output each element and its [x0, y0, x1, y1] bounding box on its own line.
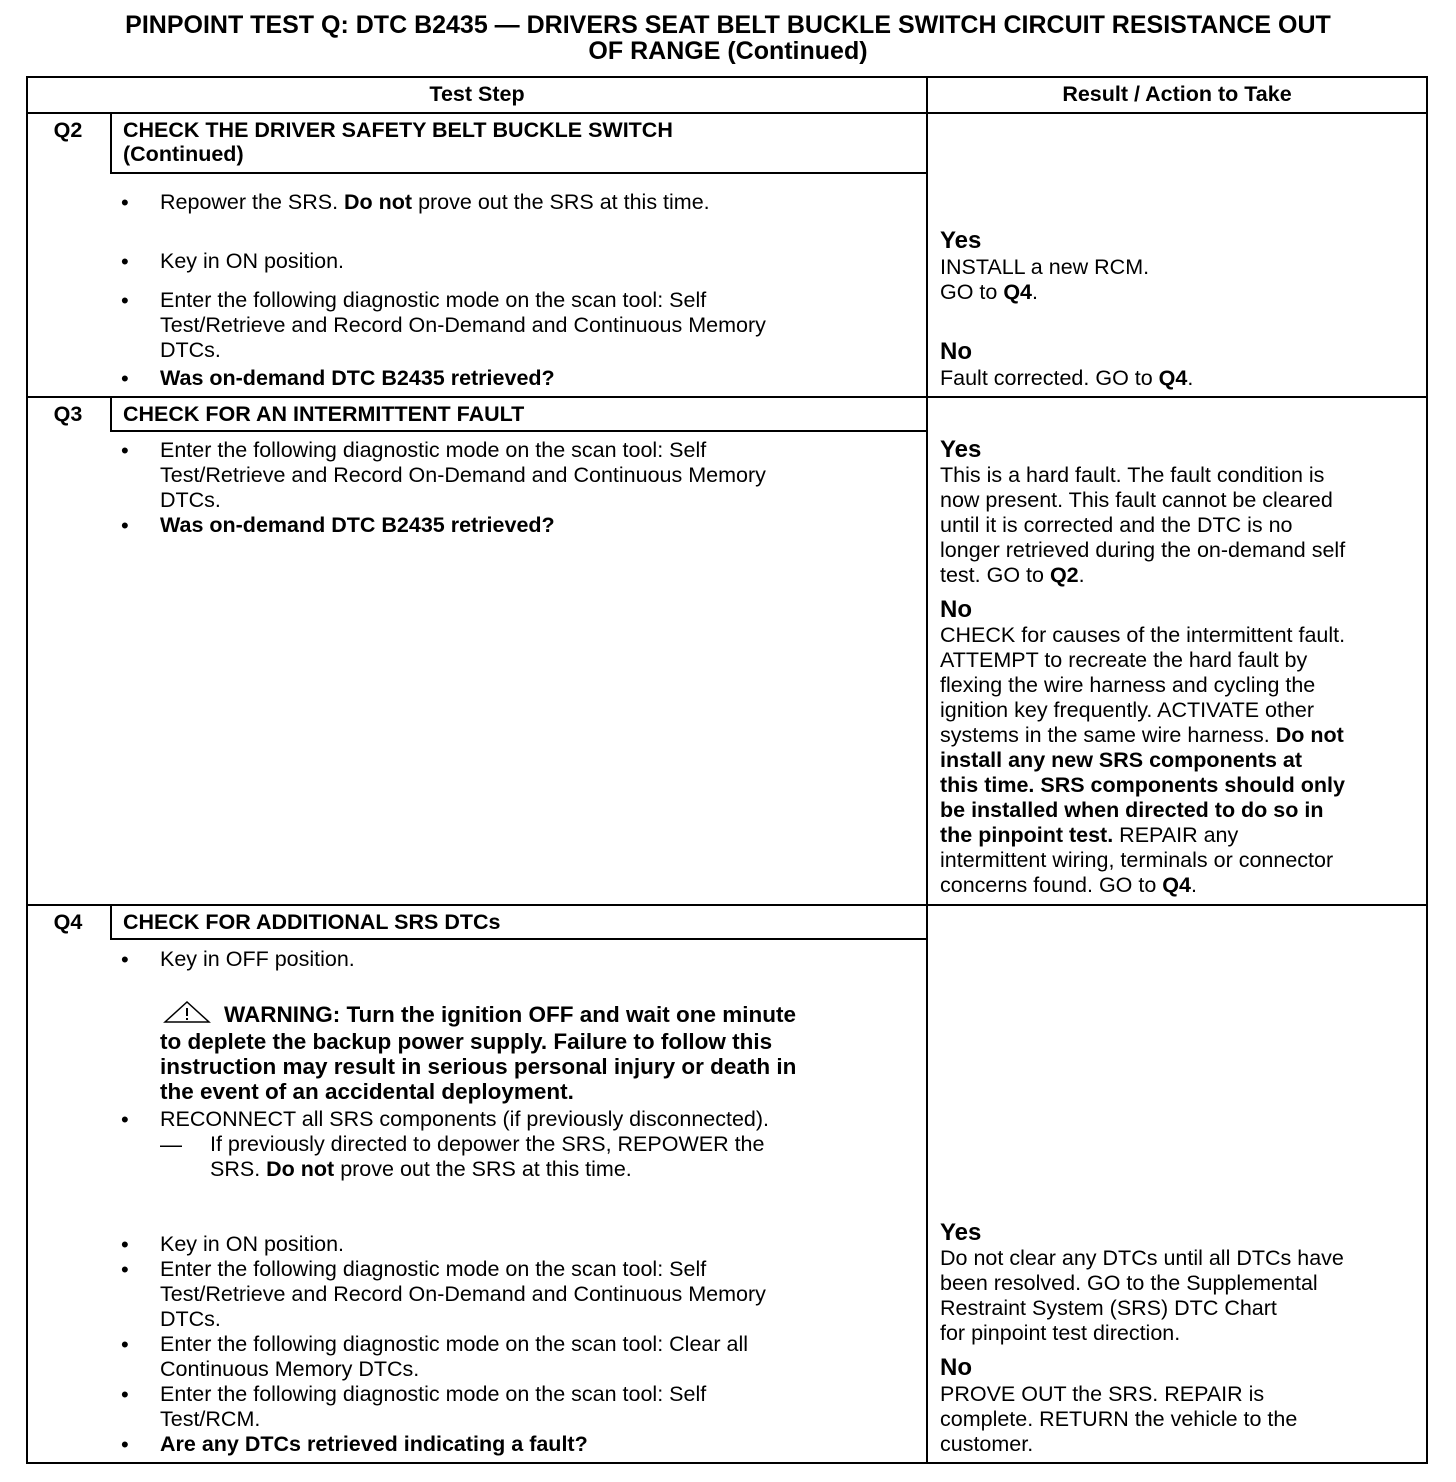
- q2-step-1-b: Do not: [344, 190, 413, 214]
- q4-no-label: No: [940, 1354, 972, 1381]
- q4-sub-l2b: Do not: [266, 1157, 335, 1181]
- q4-sub-l2a: SRS.: [210, 1157, 267, 1181]
- q2-step-id: Q2: [53, 118, 83, 142]
- q4-step-id: Q4: [53, 910, 83, 934]
- q3-step-1-l2: Test/Retrieve and Record On-Demand and Continuous Memory: [160, 463, 766, 487]
- bullet: •: [121, 513, 129, 538]
- q2-step-3-l1: Enter the following diagnostic mode on the scan tool: Self: [160, 288, 707, 312]
- header-result: Result / Action to Take: [1062, 82, 1292, 106]
- q3-no-l11c: .: [1190, 873, 1197, 897]
- warning-triangle-icon: [160, 1000, 214, 1029]
- q3-no-l4: ignition key frequently. ACTIVATE other: [940, 698, 1315, 722]
- q3-step-id: Q3: [53, 402, 83, 426]
- bullet: •: [121, 249, 129, 274]
- q4-step-5-l1: Enter the following diagnostic mode on the scan tool: Clear all: [160, 1332, 749, 1356]
- q2-yes-l1: INSTALL a new RCM.: [940, 255, 1150, 279]
- q4-no-l2: complete. RETURN the vehicle to the: [940, 1407, 1298, 1431]
- q2-yes-text: [940, 255, 1149, 305]
- q3-step-1-l1: Enter the following diagnostic mode on the scan tool: Self: [160, 438, 707, 462]
- q2-step-4: Was on-demand DTC B2435 retrieved?: [160, 366, 555, 390]
- table-border-right: [1426, 76, 1428, 1464]
- table-border-top: [26, 76, 1428, 78]
- q3-no-l11b: Q4: [1162, 873, 1191, 897]
- q4-step-5-l2: Continuous Memory DTCs.: [160, 1357, 420, 1381]
- q4-yes-l4: for pinpoint test direction.: [940, 1321, 1181, 1345]
- q4-yes-label: Yes: [940, 1219, 982, 1246]
- title-line-1: PINPOINT TEST Q: DTC B2435 — DRIVERS SEAT BELT BUCKLE SWITCH CIRCUIT RESISTANCE OUT: [125, 11, 1331, 39]
- header-test-step: Test Step: [429, 82, 525, 106]
- q3-yes-l5c: .: [1078, 563, 1085, 587]
- q2-yes-l2c: .: [1032, 280, 1038, 304]
- title-line-2: OF RANGE (Continued): [588, 37, 868, 65]
- q3-yes-l5a: test. GO to: [940, 563, 1050, 587]
- q4-warn-l3: instruction may result in serious personal injury or death in: [160, 1054, 797, 1079]
- q2-no-text: [940, 366, 1193, 391]
- table-border-bottom: [26, 1462, 1428, 1464]
- q2-no-l1b: Q4: [1158, 366, 1188, 390]
- q3-no-l5b: Do not: [1275, 723, 1344, 747]
- q4-step-1: Key in OFF position.: [160, 947, 355, 971]
- q4-step-2: RECONNECT all SRS components (if previously disconnected).: [160, 1107, 770, 1131]
- q4-warning: [160, 1000, 796, 1104]
- bullet: •: [121, 190, 129, 215]
- q4-no-l3: customer.: [940, 1432, 1034, 1456]
- q3-no-l7: this time. SRS components should only: [940, 773, 1345, 797]
- q3-no-l2: ATTEMPT to recreate the hard fault by: [940, 648, 1308, 672]
- q3-yes-l4: longer retrieved during the on-demand self: [940, 538, 1346, 562]
- q4-step-3: Key in ON position.: [160, 1232, 345, 1256]
- q2-heading-line1: CHECK THE DRIVER SAFETY BELT BUCKLE SWITCH: [123, 118, 673, 142]
- q3-row-divider: [26, 396, 1428, 398]
- q2-no-l1a: Fault corrected. GO to: [940, 366, 1159, 390]
- q4-no-l1: PROVE OUT the SRS. REPAIR is: [940, 1382, 1265, 1406]
- q3-no-l11a: concerns found. GO to: [940, 873, 1163, 897]
- q3-no-l5a: systems in the same wire harness.: [940, 723, 1276, 747]
- q4-yes-l1: Do not clear any DTCs until all DTCs have: [940, 1246, 1344, 1270]
- q2-step-3-l2: Test/Retrieve and Record On-Demand and Continuous Memory: [160, 313, 766, 337]
- q4-step-6: [160, 1382, 706, 1432]
- q3-yes-l2: now present. This fault cannot be cleared: [940, 488, 1333, 512]
- bullet: •: [121, 1382, 129, 1407]
- em-dash: —: [160, 1132, 182, 1157]
- bullet: •: [121, 1432, 129, 1457]
- q3-yes-l5b: Q2: [1049, 563, 1079, 587]
- q2-yes-label: Yes: [940, 227, 982, 254]
- q4-row-divider: [26, 904, 1428, 906]
- bullet: •: [121, 366, 129, 391]
- q4-heading-divider: [110, 938, 928, 940]
- q4-heading: CHECK FOR ADDITIONAL SRS DTCs: [123, 910, 501, 934]
- q2-no-l1c: .: [1187, 366, 1194, 390]
- table-border-left: [26, 76, 28, 1464]
- bullet: •: [121, 288, 129, 313]
- bullet: •: [121, 1332, 129, 1357]
- q4-step-5: [160, 1332, 748, 1382]
- q4-step-6-l1: Enter the following diagnostic mode on the scan tool: Self: [160, 1382, 707, 1406]
- column-divider: [926, 76, 928, 1464]
- q3-no-l6: install any new SRS components at: [940, 748, 1302, 772]
- bullet: •: [121, 438, 129, 463]
- q3-step-1: [160, 438, 766, 513]
- q2-id-divider: [110, 112, 112, 174]
- q3-no-l9b: REPAIR any: [1113, 823, 1239, 847]
- q4-sub-l2: [210, 1157, 764, 1182]
- q4-warn-l2: to deplete the backup power supply. Failure to follow this: [160, 1029, 773, 1054]
- q3-yes-l1: This is a hard fault. The fault condition is: [940, 463, 1325, 487]
- q4-step-4: [160, 1257, 766, 1332]
- q4-step-6-l2: Test/RCM.: [160, 1407, 261, 1431]
- q4-warn-l1: WARNING: Turn the ignition OFF and wait one minute: [224, 1002, 797, 1027]
- q3-yes-l3: until it is corrected and the DTC is no: [940, 513, 1293, 537]
- q3-no-l3: flexing the wire harness and cycling the: [940, 673, 1316, 697]
- q3-yes-l5: [940, 563, 1345, 588]
- bullet: •: [121, 1232, 129, 1257]
- q3-heading: CHECK FOR AN INTERMITTENT FAULT: [123, 402, 525, 426]
- q3-no-l10: intermittent wiring, terminals or connector: [940, 848, 1334, 872]
- q3-yes-label: Yes: [940, 436, 982, 463]
- q4-id-divider: [110, 904, 112, 940]
- q2-yes-l2b: Q4: [1003, 280, 1033, 304]
- q4-step-4-l2: Test/Retrieve and Record On-Demand and Continuous Memory: [160, 1282, 766, 1306]
- q2-no-label: No: [940, 338, 972, 365]
- q3-no-l5: [940, 723, 1345, 748]
- q4-yes-l3: Restraint System (SRS) DTC Chart: [940, 1296, 1277, 1320]
- header-divider: [26, 112, 1428, 114]
- q3-no-l9: [940, 823, 1345, 848]
- q4-no-text: [940, 1382, 1297, 1457]
- q2-step-3: [160, 288, 766, 363]
- q2-yes-l2: [940, 280, 1149, 305]
- q4-step-4-l3: DTCs.: [160, 1307, 221, 1331]
- q3-id-divider: [110, 396, 112, 432]
- q3-heading-divider: [110, 430, 928, 432]
- q3-no-label: No: [940, 596, 972, 623]
- q2-yes-l2a: GO to: [940, 280, 1004, 304]
- q4-substep: [210, 1132, 764, 1182]
- q2-step-1: [160, 190, 710, 215]
- q2-step-3-l3: DTCs.: [160, 338, 221, 362]
- q2-step-2: Key in ON position.: [160, 249, 345, 273]
- q3-no-l8: be installed when directed to do so in: [940, 798, 1324, 822]
- bullet: •: [121, 947, 129, 972]
- q4-sub-l2c: prove out the SRS at this time.: [334, 1157, 632, 1181]
- bullet: •: [121, 1107, 129, 1132]
- q2-heading-divider: [110, 172, 928, 174]
- q2-step-1-a: Repower the SRS.: [160, 190, 345, 214]
- q3-yes-text: [940, 463, 1345, 588]
- q2-step-1-c: prove out the SRS at this time.: [412, 190, 710, 214]
- q4-step-7: Are any DTCs retrieved indicating a fault?: [160, 1432, 588, 1456]
- q4-warn-l1-row: [160, 1000, 796, 1029]
- q2-heading-line2: (Continued): [123, 142, 244, 166]
- q4-sub-l1: If previously directed to depower the SRS, REPOWER the: [210, 1132, 765, 1156]
- q4-step-4-l1: Enter the following diagnostic mode on the scan tool: Self: [160, 1257, 707, 1281]
- q3-no-l9a: the pinpoint test.: [940, 823, 1114, 847]
- q4-warn-l4: the event of an accidental deployment.: [160, 1079, 574, 1104]
- q2-heading: [123, 118, 673, 167]
- q3-no-text: [940, 623, 1345, 898]
- q3-no-l1: CHECK for causes of the intermittent fault.: [940, 623, 1346, 647]
- q3-step-1-l3: DTCs.: [160, 488, 221, 512]
- q4-yes-text: [940, 1246, 1344, 1346]
- q3-no-l11: [940, 873, 1345, 898]
- q3-step-2: Was on-demand DTC B2435 retrieved?: [160, 513, 555, 537]
- q4-yes-l2: been resolved. GO to the Supplemental: [940, 1271, 1318, 1295]
- bullet: •: [121, 1257, 129, 1282]
